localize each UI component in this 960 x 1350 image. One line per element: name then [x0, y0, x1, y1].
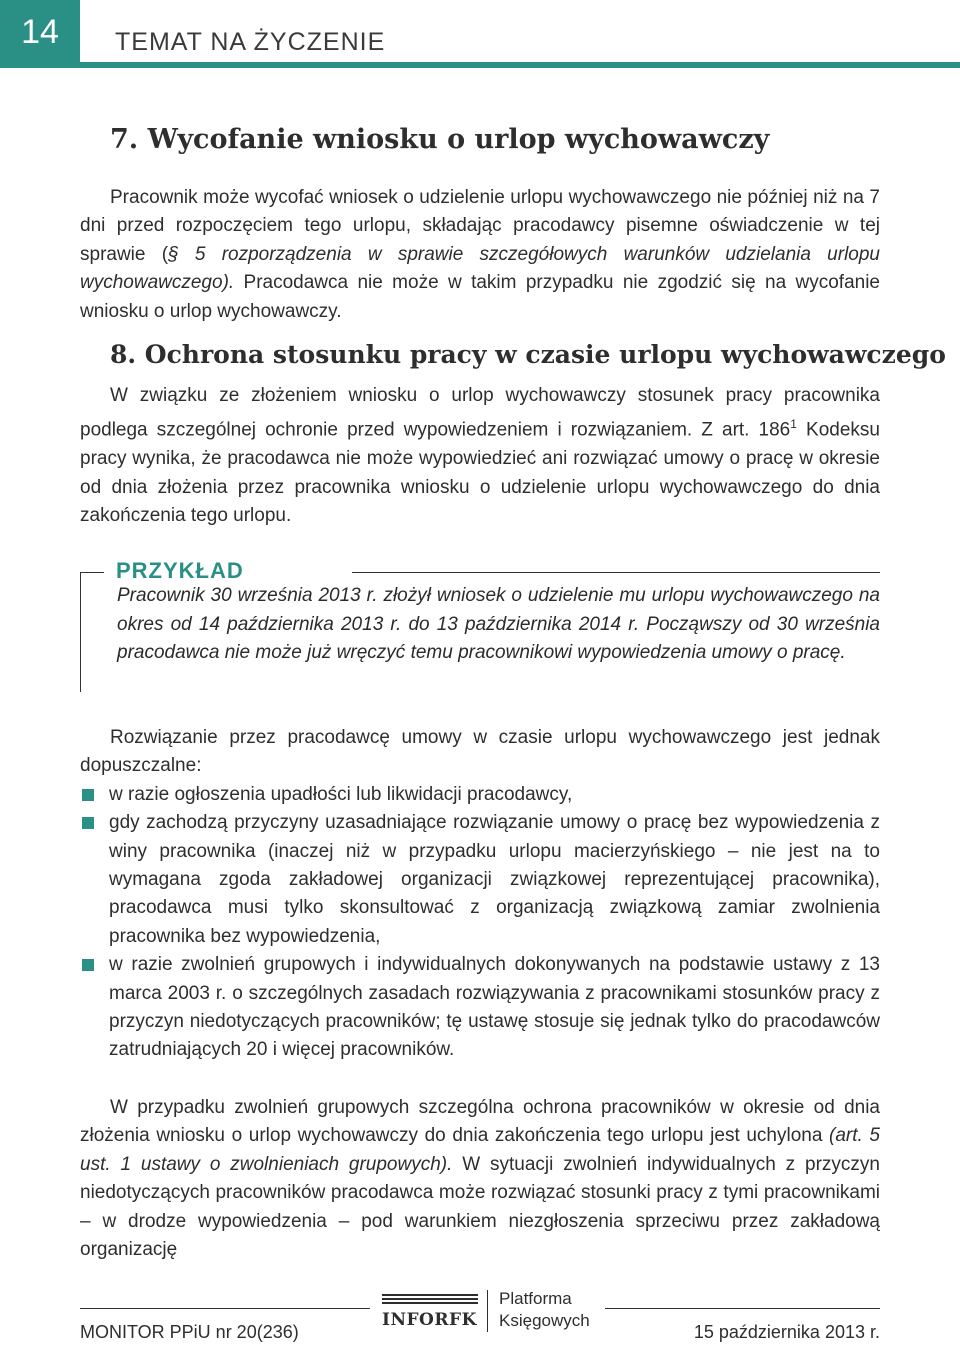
logo-divider: [487, 1290, 488, 1332]
logo-tagline: [499, 1288, 590, 1332]
list-item: [80, 809, 880, 951]
section-8-text-a: W związku ze złożeniem wniosku o urlop wychowawczy stosunek pracy pracownika podlega szczególnej ochronie przed wypowiedzeniem i rozwiązaniem. Z art. 186: [80, 385, 880, 441]
section-8-text-b: Kodeksu pracy wynika, że pracodawca nie może wypowiedzieć ani rozwiązać umowy o pracę w okresie od dnia złożenia przez pracownika wniosku o udzielenie urlopu wychowawczego do dnia zakończenia tego urlopu.: [80, 419, 880, 526]
termination-section: [80, 724, 880, 1065]
section-8-heading: 8. Ochrona stosunku pracy w czasie urlopu wychowawczego: [110, 340, 946, 369]
section-7-text-b: Pracodawca nie może w takim przypadku nie zgodzić się na wycofanie wniosku o urlop wychowawczy.: [80, 272, 880, 322]
section-8-paragraph: [80, 382, 880, 530]
footer-publication: MONITOR PPiU nr 20(236): [80, 1322, 299, 1342]
termination-intro-text: Rozwiązanie przez pracodawcę umowy w czasie urlopu wychowawczego jest jednak dopuszczalne:: [80, 727, 880, 777]
header-rule: [80, 62, 960, 68]
header-rule-left: [0, 64, 80, 68]
bullet-square-icon: [82, 789, 94, 801]
final-text-a: W przypadku zwolnień grupowych szczególna ochrona pracowników w okresie od dnia złożenia wniosku o urlop wychowawczy do dnia zakończenia tego urlopu jest uchylona: [80, 1097, 880, 1147]
example-box-side-rule: [80, 572, 81, 692]
list-item-text: w razie ogłoszenia upadłości lub likwidacji pracodawcy,: [109, 783, 573, 805]
list-item: [80, 951, 880, 1065]
section-7-heading: 7. Wycofanie wniosku o urlop wychowawczy: [110, 124, 770, 155]
logo-wordmark: INFORFK: [382, 1310, 477, 1330]
section-8-body: [80, 382, 880, 530]
inforfk-logo: [382, 1292, 482, 1336]
section-7-paragraph: [80, 184, 880, 326]
example-box-top-rule-left: [80, 572, 104, 573]
section-7-legal-reference: § 5 rozporządzenia w sprawie szczegółowych warunków udzielania urlopu wychowawczego).: [80, 243, 881, 294]
example-text: Pracownik 30 września 2013 r. złożył wniosek o udzielenie mu urlopu wychowawczego na okres od 14 października 2013 r. do 13 października 2014 r. Począwszy od 30 września pracodawca nie może już wręczyć temu pracownikowi wypowiedzenia umowy o pracę.: [117, 585, 880, 664]
list-item-text: w razie zwolnień grupowych i indywidualnych dokonywanych na podstawie ustawy z 13 marca 2003 r. o szczególnych zasadach rozwiązywania z pracownikami stosunków pracy z przyczyn niedotyczących pracowników; tę ustawę stosuje się jednak tylko do pracodawców zatrudniających 20 i więcej pracowników.: [109, 954, 880, 1061]
termination-list: [80, 781, 880, 1065]
logo-stripes-icon: [382, 1294, 478, 1306]
termination-intro: [80, 724, 880, 781]
page-number: 14: [0, 0, 80, 64]
footer-date: 15 października 2013 r.: [693, 1322, 880, 1342]
final-paragraph: [80, 1094, 880, 1264]
list-item-text: gdy zachodzą przyczyny uzasadniające rozwiązanie umowy o pracę bez wypowiedzenia z winy pracownika (inaczej niż w przypadku urlopu macierzyńskiego – nie jest na to wymagana zgoda zakładowej organizacji związkowej reprezentującej pracownika), pracodawca musi tylko skonsultować z organizacją związkową zamiar zwolnienia pracownika bez wypowiedzenia,: [109, 812, 880, 947]
bullet-square-icon: [82, 959, 94, 971]
list-item: [80, 781, 880, 809]
section-7-body: [80, 184, 880, 326]
example-box-top-rule-right: [352, 572, 880, 573]
footer-rule-right: [605, 1308, 880, 1309]
logo-tagline-line2: Księgowych: [499, 1311, 590, 1330]
final-legal-reference: (art. 5 ust. 1 ustawy o zwolnieniach grupowych).: [80, 1125, 880, 1175]
example-title: PRZYKŁAD: [116, 558, 244, 583]
final-text-b: W sytuacji zwolnień indywidualnych z przyczyn niedotyczących pracowników pracodawca może rozwiązać stosunki pracy z tymi pracownikami – w drodze wypowiedzenia – pod warunkiem niezgłoszenia sprzeciwu przez zakładową organizację: [80, 1153, 880, 1261]
footer-rule-left: [80, 1308, 370, 1309]
section-7: [80, 124, 880, 155]
section-7-text-a: Pracownik może wycofać wniosek o udzielenie urlopu wychowawczego nie później niż na 7 dni przed rozpoczęciem tego urlopu, składając pracodawcy pisemne oświadczenie w tej sprawie (: [80, 187, 880, 265]
final-section: [80, 1094, 880, 1264]
section-8: [80, 340, 946, 369]
logo-tagline-line1: Platforma: [499, 1289, 572, 1308]
section-title: TEMAT NA ŻYCZENIE: [115, 28, 386, 56]
section-8-superscript: 1: [790, 417, 797, 432]
bullet-square-icon: [82, 817, 94, 829]
